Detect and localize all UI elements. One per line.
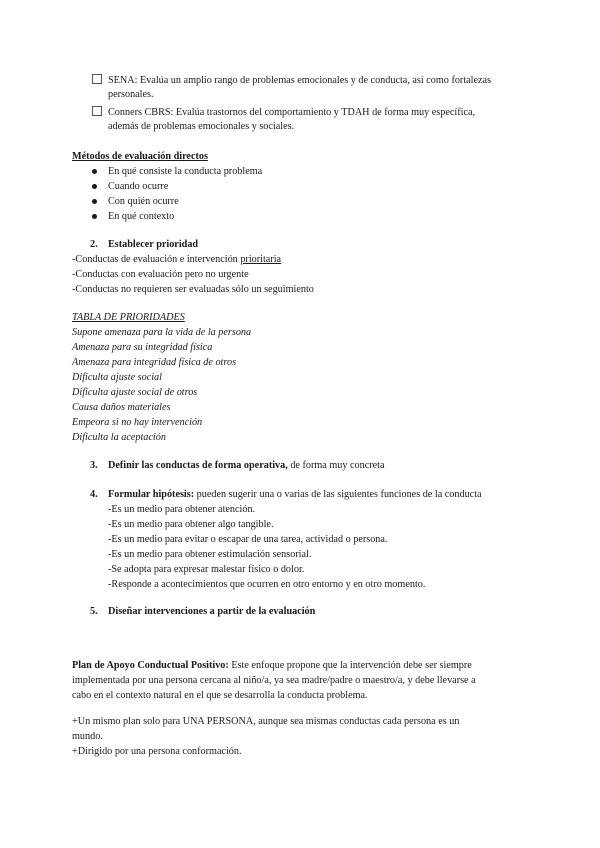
checklist-conners-line1: Conners CBRS: Evalúa trastornos del comportamiento y TDAH de forma muy específica, (108, 107, 476, 118)
step2-number: 2. (90, 239, 98, 250)
note-line3: +Dirigido por una persona conformación. (72, 746, 242, 757)
priority-item: Dificulta ajuste social de otros (72, 387, 198, 398)
hypothesis-item: -Se adopta para expresar malestar físico o dolor. (108, 564, 305, 575)
hypothesis-item: -Es un medio para obtener atención. (108, 504, 256, 515)
direct-method-item: Cuando ocurre (108, 181, 169, 192)
step2-line: -Conductas no requieren ser evaluadas sólo un seguimiento (72, 284, 314, 295)
step5-number: 5. (90, 606, 98, 617)
step2-title: Establecer prioridad (108, 239, 199, 250)
note-line1: +Un mismo plan solo para UNA PERSONA, aunque sea mismas conductas cada persona es un (72, 716, 460, 727)
note-line2: mundo. (72, 731, 103, 742)
priority-item: Amenaza para su integridad física (72, 342, 213, 353)
plan-line2: implementada por una persona cercana al niño/a, ya sea madre/padre o maestro/a, y debe llevarse a (72, 675, 476, 686)
direct-methods-heading: Métodos de evaluación directos (72, 151, 208, 162)
direct-method-item: En qué consiste la conducta problema (108, 166, 263, 177)
step2-line: -Conductas de evaluación e intervención prioritaria (72, 254, 282, 265)
priority-item: Dificulta la aceptación (72, 432, 166, 443)
bullet-icon (92, 169, 97, 174)
step3-number: 3. (90, 460, 98, 471)
priority-item: Empeora si no hay intervención (72, 417, 203, 428)
priority-item: Causa daños materiales (72, 402, 171, 413)
direct-method-item: En qué contexto (108, 211, 175, 222)
checkbox-sena[interactable] (92, 74, 102, 84)
plan-line3: cabo en el contexto natural en el que se desarrolla la conducta problema. (72, 690, 368, 701)
plan-line1: Plan de Apoyo Conductual Positivo: Este enfoque propone que la intervención debe ser siempre (72, 660, 472, 671)
checklist-conners-line2: además de problemas emocionales y sociales. (108, 121, 295, 132)
hypothesis-item: -Es un medio para obtener algo tangible. (108, 519, 274, 530)
priority-item: Amenaza para integridad física de otros (72, 357, 237, 368)
bullet-icon (92, 184, 97, 189)
hypothesis-item: -Es un medio para evitar o escapar de una tarea, actividad o persona. (108, 534, 388, 545)
step5-title: Diseñar intervenciones a partir de la evaluación (108, 606, 316, 617)
checkbox-conners[interactable] (92, 106, 102, 116)
hypothesis-item: -Es un medio para obtener estimulación sensorial. (108, 549, 312, 560)
checklist-sena-line2: personales. (108, 89, 154, 100)
direct-method-item: Con quién ocurre (108, 196, 179, 207)
priority-item: Supone amenaza para la vida de la persona (72, 327, 252, 338)
checklist-sena-line1: SENA: Evalúa un amplio rango de problemas emocionales y de conducta, así como fortalezas (108, 75, 492, 86)
priority-table-heading: TABLA DE PRIORIDADES (72, 312, 185, 323)
bullet-icon (92, 199, 97, 204)
priority-item: Dificulta ajuste social (72, 372, 162, 383)
step2-line: -Conductas con evaluación pero no urgente (72, 269, 249, 280)
step4-text: Formular hipótesis: pueden sugerir una o varias de las siguientes funciones de la conducta (108, 489, 482, 500)
step3-text: Definir las conductas de forma operativa, de forma muy concreta (108, 460, 385, 471)
step4-number: 4. (90, 489, 98, 500)
bullet-icon (92, 214, 97, 219)
hypothesis-item: -Responde a acontecimientos que ocurren en otro entorno y en otro momento. (108, 579, 426, 590)
